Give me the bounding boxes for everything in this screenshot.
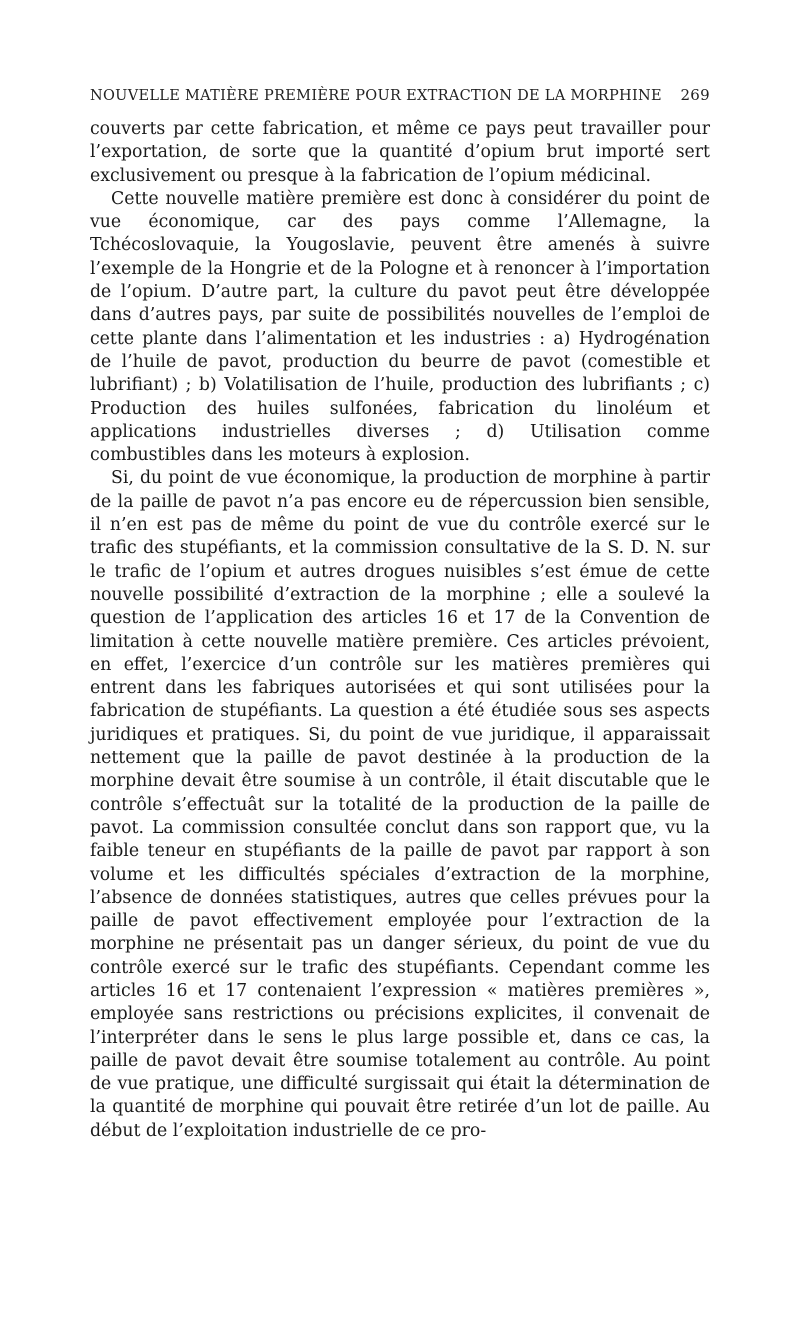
body-text: [90, 118, 710, 1143]
running-title: NOUVELLE MATIÈRE PREMIÈRE POUR EXTRACTION DE LA MORPHINE: [90, 88, 662, 104]
book-page: [90, 86, 710, 1143]
running-header: [90, 86, 710, 104]
page-number: 269: [680, 86, 710, 104]
paragraph-economic-view: Cette nouvelle matière première est donc à considérer du point de vue économique, car des pays comme l’Allemagne, la Tchécoslovaquie, la Yougoslavie, peuvent être amenés à suivre l’exemple de la Hongrie et de la Pologne et à renoncer à l’importation de l’opium. D’autre part, la culture du pavot peut être développée dans d’autres pays, par suite de possibilités nouvelles de l’emploi de cette plante dans l’alimentation et les industries : a) Hydrogénation de l’huile de pavot, production du beurre de pavot (comestible et lubrifiant) ; b) Volatilisation de l’huile, production des lubrifiants ; c) Production des huiles sulfonées, fabrication du linoléum et applications industrielles diverses ; d) Utilisation comme combustibles dans les moteurs à explosion.: [90, 188, 710, 466]
paragraph-control: Si, du point de vue économique, la production de morphine à partir de la paille de pavot n’a pas encore eu de répercussion bien sensible, il n’en est pas de même du point de vue du contrôle exercé sur le trafic des stupéfiants, et la commission consultative de la S. D. N. sur le trafic de l’opium et autres drogues nuisibles s’est émue de cette nouvelle possibilité d’extraction de la morphine ; elle a soulevé la question de l’application des articles 16 et 17 de la Convention de limitation à cette nouvelle matière première. Ces articles prévoient, en effet, l’exercice d’un contrôle sur les matières premières qui entrent dans les fabriques autorisées et qui sont utilisées pour la fabrication de stupéfiants. La question a été étudiée sous ses aspects juridiques et pratiques. Si, du point de vue juridique, il apparaissait nettement que la paille de pavot destinée à la production de la morphine devait être soumise à un contrôle, il était discutable que le contrôle s’effectuât sur la totalité de la production de la paille de pavot. La commission consultée conclut dans son rapport que, vu la faible teneur en stupéfiants de la paille de pavot par rapport à son volume et les difficultés spéciales d’extraction de la morphine, l’absence de données statistiques, autres que celles prévues pour la paille de pavot effectivement employée pour l’extraction de la morphine ne présentait pas un danger sérieux, du point de vue du contrôle exercé sur le trafic des stupéfiants. Cependant comme les articles 16 et 17 contenaient l’expression « matières premières », employée sans restrictions ou précisions explicites, il convenait de l’interpréter dans le sens le plus large possible et, dans ce cas, la paille de pavot devait être soumise totalement au contrôle. Au point de vue pratique, une difficulté surgissait qui était la détermination de la quantité de morphine qui pouvait être retirée d’un lot de paille. Au début de l’exploitation industrielle de ce pro-: [90, 468, 710, 1141]
paragraph-continued: couverts par cette fabrication, et même ce pays peut travailler pour l’exportation, de sorte que la quantité d’opium brut importé sert exclusivement ou presque à la fabrication de l’opium médicinal.: [90, 119, 710, 186]
